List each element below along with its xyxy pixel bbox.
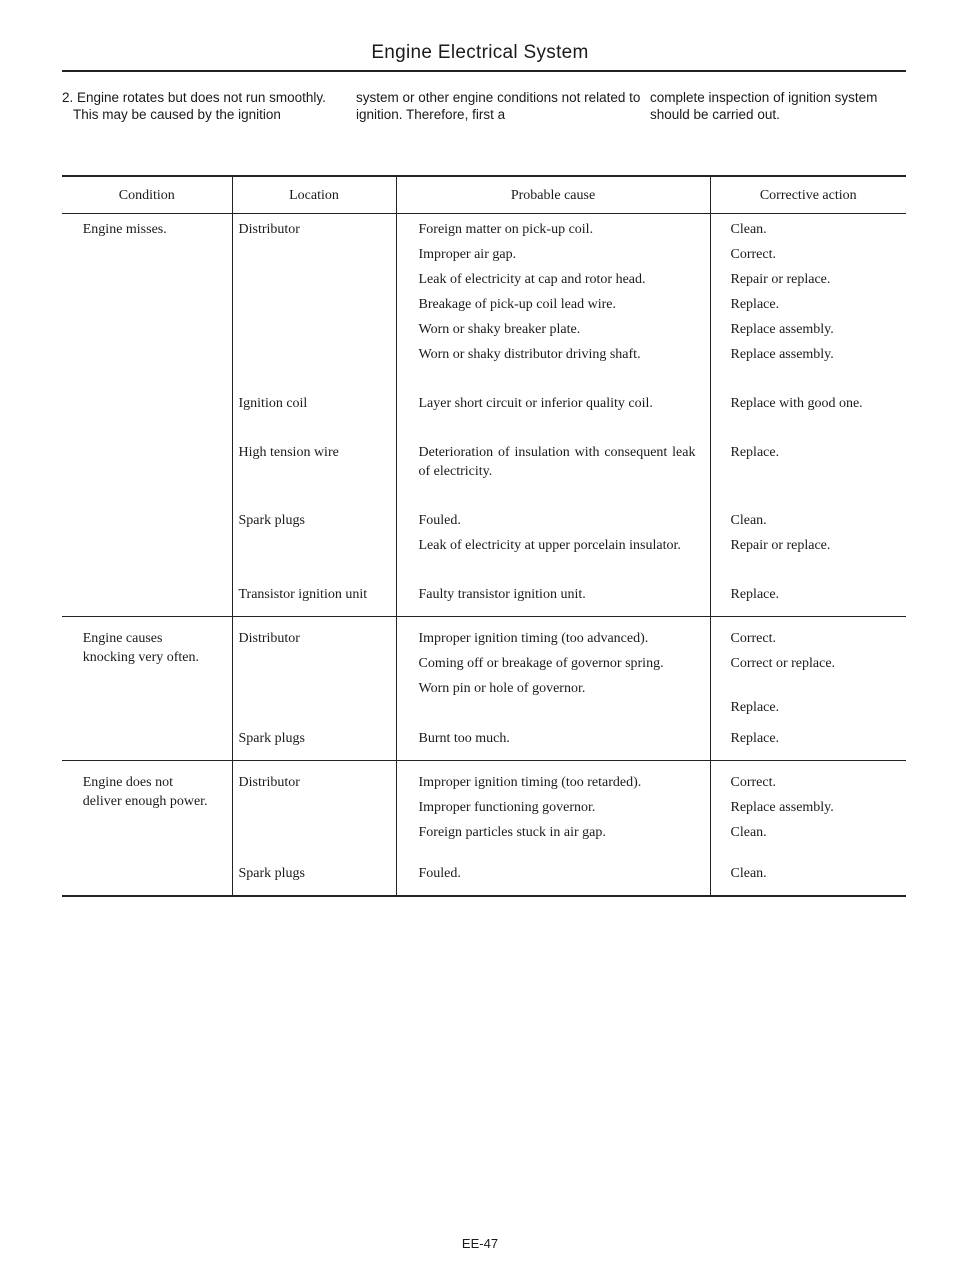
intro-column-1 xyxy=(62,89,342,123)
header-action: Corrective action xyxy=(759,187,857,203)
action-cell: Correct. Replace assembly. Clean. xyxy=(730,775,834,840)
location-cell: Ignition coil xyxy=(232,388,396,437)
header-rule xyxy=(62,70,906,72)
action-cell: Replace. xyxy=(730,445,780,460)
cause-cell: Burnt too much. xyxy=(396,723,710,761)
location-cell: Spark plugs xyxy=(232,505,396,579)
header-cause: Probable cause xyxy=(396,176,710,214)
location-cell: Distributor xyxy=(232,214,396,389)
action-cell: Clean. xyxy=(730,866,767,881)
action-cell: Replace. xyxy=(730,731,780,746)
cause-cell: Improper ignition timing (too retarded). Improper functioning governor. Foreign particles stuck in air gap. xyxy=(396,761,710,859)
location-cell: Spark plugs xyxy=(232,723,396,761)
location-cell: High tension wire xyxy=(232,437,396,505)
action-cell: Clean. Repair or replace. xyxy=(730,513,831,553)
action-cell: Replace with good one. xyxy=(730,396,863,411)
cause-cell: Layer short circuit or inferior quality coil. xyxy=(396,388,710,437)
table-row xyxy=(62,214,906,389)
cause-cell: Deterioration of insulation with consequent leak of electricity. xyxy=(396,437,710,505)
condition-cell: Engine does not deliver enough power. xyxy=(62,761,232,897)
intro-column-2: system or other engine conditions not related to ignition. Therefore, first a xyxy=(356,90,641,122)
page-number: EE-47 xyxy=(461,1236,499,1251)
location-cell: Transistor ignition unit xyxy=(232,579,396,617)
table-row xyxy=(62,761,906,859)
table-row xyxy=(62,617,906,724)
header-location: Location xyxy=(232,176,396,214)
cause-cell: Improper ignition timing (too advanced). Coming off or breakage of governor spring. Worn pin or hole of governor. xyxy=(396,617,710,724)
page-title: Engine Electrical System xyxy=(371,42,589,63)
location-cell: Distributor xyxy=(232,761,396,859)
condition-cell: Engine causes knocking very often. xyxy=(62,617,232,761)
intro-column-3: complete inspection of ignition system should be carried out. xyxy=(650,90,878,122)
intro-text-1a: 2. Engine rotates but does not run smoothly. xyxy=(62,90,326,105)
cause-cell: Foreign matter on pick-up coil. Improper air gap. Leak of electricity at cap and rotor head. Breakage of pick-up coil lead wire. Worn or shaky breaker plate. Worn or shaky distributor driving shaft. xyxy=(396,214,710,389)
troubleshooting-table xyxy=(62,175,906,897)
header-condition: Condition xyxy=(62,176,232,214)
cause-cell: Faulty transistor ignition unit. xyxy=(396,579,710,617)
action-cell: Replace. xyxy=(730,587,780,602)
location-cell: Spark plugs xyxy=(232,858,396,896)
action-cell: Clean. Correct. Repair or replace. Replace. Replace assembly. Replace assembly. xyxy=(730,222,834,362)
cause-cell: Fouled. xyxy=(396,858,710,896)
cause-cell: Fouled. Leak of electricity at upper porcelain insulator. xyxy=(396,505,710,579)
action-cell: Correct. Correct or replace. Replace. xyxy=(730,631,836,715)
intro-text-1b: This may be caused by the ignition xyxy=(73,107,281,122)
table-header-row xyxy=(62,176,906,214)
condition-cell: Engine misses. xyxy=(62,214,232,617)
location-cell: Distributor xyxy=(232,617,396,724)
